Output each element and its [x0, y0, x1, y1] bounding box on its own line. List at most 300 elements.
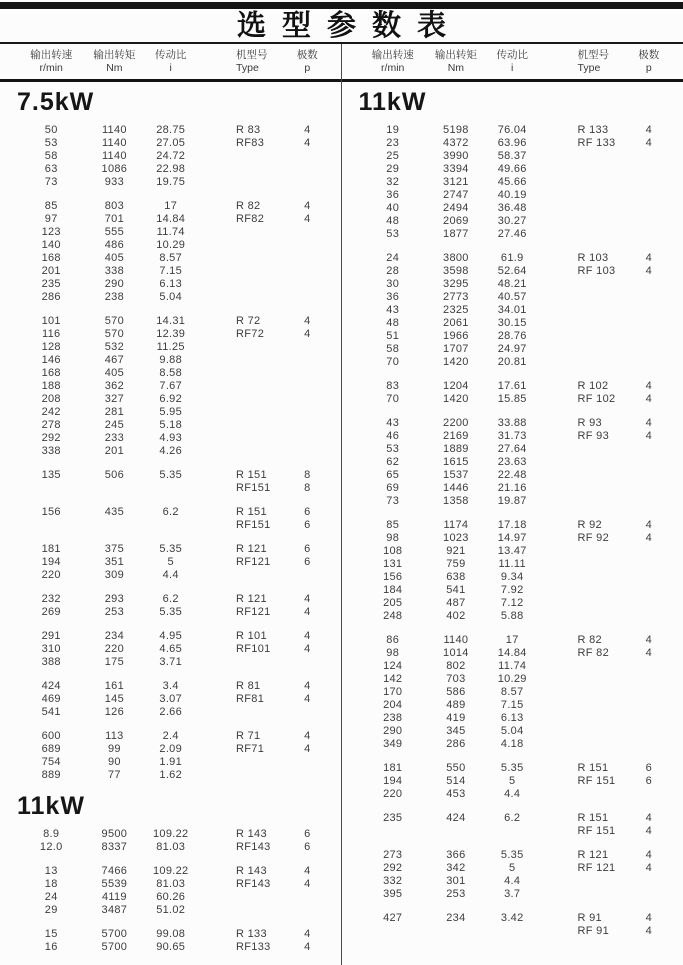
cell-poles: [628, 317, 669, 330]
cell-ratio: 3.7: [485, 888, 540, 901]
cell-poles: 4: [628, 812, 669, 825]
cell-speed: 168: [17, 252, 85, 265]
table-row: [0, 213, 342, 226]
cell-poles: 4: [628, 862, 669, 875]
cell-poles: [628, 788, 669, 801]
table-row: [342, 862, 683, 875]
cell-ratio: 4.65: [143, 643, 198, 656]
cell-speed: 98: [359, 647, 427, 660]
cell-ratio: 8.57: [143, 252, 198, 265]
cell-torque: 5198: [427, 124, 485, 137]
cell-speed: 248: [359, 610, 427, 623]
cell-torque: 345: [427, 725, 485, 738]
cell-speed: 123: [17, 226, 85, 239]
table-row: [342, 469, 683, 482]
cell-type: [540, 278, 629, 291]
cell-type: R 143: [198, 865, 287, 878]
cell-ratio: 10.29: [485, 673, 540, 686]
cell-torque: 220: [85, 643, 143, 656]
cell-ratio: 6.13: [485, 712, 540, 725]
cell-ratio: 13.47: [485, 545, 540, 558]
cell-poles: [628, 888, 669, 901]
table-row: [342, 343, 683, 356]
cell-type: [198, 406, 287, 419]
column-headers-left: [0, 49, 342, 75]
header-poles-label: 极数: [628, 49, 669, 62]
cell-poles: 4: [628, 430, 669, 443]
cell-torque: 4372: [427, 137, 485, 150]
table-row: [0, 680, 342, 693]
table-row: [342, 673, 683, 686]
cell-speed: 98: [359, 532, 427, 545]
cell-ratio: 61.9: [485, 252, 540, 265]
cell-type: [540, 571, 629, 584]
cell-poles: 4: [628, 519, 669, 532]
cell-speed: 338: [17, 445, 85, 458]
cell-type: R 91: [540, 912, 629, 925]
cell-ratio: 8.57: [485, 686, 540, 699]
cell-torque: 1014: [427, 647, 485, 660]
cell-type: [540, 558, 629, 571]
cell-poles: 4: [287, 315, 328, 328]
header-speed-unit: r/min: [17, 62, 85, 75]
table-row: [0, 137, 342, 150]
cell-ratio: 60.26: [143, 891, 198, 904]
cell-torque: 2061: [427, 317, 485, 330]
cell-speed: 469: [17, 693, 85, 706]
cell-speed: 286: [17, 291, 85, 304]
right-column: [342, 82, 683, 965]
cell-torque: 5700: [85, 928, 143, 941]
cell-type: [540, 176, 629, 189]
cell-ratio: 20.81: [485, 356, 540, 369]
cell-speed: 235: [17, 278, 85, 291]
cell-speed: 46: [359, 430, 427, 443]
table-row: [342, 393, 683, 406]
table-row: [342, 124, 683, 137]
cell-speed: 23: [359, 137, 427, 150]
cell-poles: [287, 569, 328, 582]
table-row: [0, 380, 342, 393]
cell-ratio: 58.37: [485, 150, 540, 163]
cell-torque: 759: [427, 558, 485, 571]
cell-ratio: 6.13: [143, 278, 198, 291]
cell-torque: 253: [85, 606, 143, 619]
cell-type: R 133: [540, 124, 629, 137]
cell-poles: 6: [287, 841, 328, 854]
cell-type: RF 93: [540, 430, 629, 443]
cell-speed: 48: [359, 317, 427, 330]
cell-type: R 82: [198, 200, 287, 213]
cell-torque: 2069: [427, 215, 485, 228]
cell-ratio: 12.39: [143, 328, 198, 341]
table-row: [342, 912, 683, 925]
table-row: [342, 875, 683, 888]
cell-type: [198, 419, 287, 432]
cell-poles: [628, 189, 669, 202]
row-group: [0, 865, 342, 917]
cell-type: [198, 226, 287, 239]
cell-ratio: [143, 519, 198, 532]
cell-type: [540, 482, 629, 495]
cell-ratio: 7.67: [143, 380, 198, 393]
cell-speed: 184: [359, 584, 427, 597]
row-group: [342, 812, 683, 838]
cell-speed: 58: [17, 150, 85, 163]
cell-speed: 310: [17, 643, 85, 656]
cell-poles: [628, 699, 669, 712]
cell-type: [198, 354, 287, 367]
cell-type: R 71: [198, 730, 287, 743]
table-row: [342, 762, 683, 775]
table-row: [0, 406, 342, 419]
cell-ratio: 15.85: [485, 393, 540, 406]
cell-poles: [628, 443, 669, 456]
cell-ratio: 40.57: [485, 291, 540, 304]
cell-poles: [287, 354, 328, 367]
cell-torque: 293: [85, 593, 143, 606]
cell-type: R 151: [198, 469, 287, 482]
cell-type: R 101: [198, 630, 287, 643]
cell-torque: 3121: [427, 176, 485, 189]
cell-speed: 156: [359, 571, 427, 584]
cell-ratio: 81.03: [143, 841, 198, 854]
cell-speed: 291: [17, 630, 85, 643]
cell-type: [540, 150, 629, 163]
cell-ratio: 27.46: [485, 228, 540, 241]
table-row: [342, 584, 683, 597]
cell-poles: [628, 495, 669, 508]
table-row: [0, 756, 342, 769]
cell-poles: [628, 469, 669, 482]
parameter-table: [0, 44, 683, 965]
cell-torque: 3295: [427, 278, 485, 291]
table-row: [0, 482, 342, 495]
cell-poles: [628, 482, 669, 495]
table-row: [342, 176, 683, 189]
cell-ratio: 27.05: [143, 137, 198, 150]
cell-speed: 116: [17, 328, 85, 341]
cell-ratio: 5: [485, 862, 540, 875]
page-title: 选型参数表: [0, 9, 683, 42]
cell-ratio: 4.4: [485, 875, 540, 888]
table-row: [342, 380, 683, 393]
cell-speed: 156: [17, 506, 85, 519]
table-row: [342, 456, 683, 469]
cell-torque: 405: [85, 252, 143, 265]
cell-poles: [287, 769, 328, 782]
cell-torque: 238: [85, 291, 143, 304]
cell-poles: 4: [287, 643, 328, 656]
cell-torque: 703: [427, 673, 485, 686]
cell-type: RF121: [198, 556, 287, 569]
table-row: [342, 189, 683, 202]
cell-poles: [628, 738, 669, 751]
cell-type: [540, 545, 629, 558]
cell-speed: 28: [359, 265, 427, 278]
table-row: [0, 150, 342, 163]
cell-torque: 514: [427, 775, 485, 788]
cell-type: [198, 769, 287, 782]
header-type-label: 机型号: [578, 49, 629, 62]
cell-speed: 18: [17, 878, 85, 891]
row-group: [0, 543, 342, 582]
cell-ratio: [485, 825, 540, 838]
table-row: [342, 699, 683, 712]
cell-torque: 161: [85, 680, 143, 693]
table-row: [342, 660, 683, 673]
center-divider: [341, 44, 342, 965]
row-group: [0, 124, 342, 189]
cell-torque: 532: [85, 341, 143, 354]
header-ratio-unit: i: [143, 62, 198, 75]
cell-speed: 29: [17, 904, 85, 917]
cell-speed: 242: [17, 406, 85, 419]
cell-poles: [628, 725, 669, 738]
row-group: [342, 417, 683, 508]
table-row: [0, 828, 342, 841]
cell-torque: 5700: [85, 941, 143, 954]
row-group: [0, 315, 342, 458]
table-row: [342, 788, 683, 801]
cell-poles: [628, 202, 669, 215]
table-row: [342, 686, 683, 699]
header-speed-unit: r/min: [359, 62, 427, 75]
cell-speed: 24: [359, 252, 427, 265]
cell-speed: 58: [359, 343, 427, 356]
section-title: 7.5kW: [17, 89, 342, 115]
cell-ratio: 2.4: [143, 730, 198, 743]
cell-torque: 541: [427, 584, 485, 597]
cell-type: R 82: [540, 634, 629, 647]
cell-speed: 124: [359, 660, 427, 673]
cell-speed: 108: [359, 545, 427, 558]
cell-ratio: 1.91: [143, 756, 198, 769]
header-torque-label: 输出转矩: [85, 49, 143, 62]
cell-ratio: 9.88: [143, 354, 198, 367]
cell-torque: 7466: [85, 865, 143, 878]
cell-type: [540, 738, 629, 751]
cell-poles: 6: [287, 828, 328, 841]
cell-ratio: 5.35: [485, 849, 540, 862]
cell-ratio: 8.58: [143, 367, 198, 380]
cell-type: [540, 686, 629, 699]
cell-type: [540, 456, 629, 469]
table-row: [0, 469, 342, 482]
cell-speed: 48: [359, 215, 427, 228]
table-row: [342, 495, 683, 508]
header-torque-unit: Nm: [427, 62, 485, 75]
table-row: [0, 556, 342, 569]
cell-type: [198, 904, 287, 917]
cell-poles: [628, 356, 669, 369]
cell-torque: 113: [85, 730, 143, 743]
cell-type: [198, 265, 287, 278]
table-row: [342, 291, 683, 304]
cell-poles: 4: [628, 634, 669, 647]
row-group: [0, 730, 342, 782]
cell-torque: 290: [85, 278, 143, 291]
cell-poles: 4: [287, 213, 328, 226]
cell-ratio: 22.48: [485, 469, 540, 482]
cell-torque: 3800: [427, 252, 485, 265]
cell-poles: [628, 610, 669, 623]
cell-torque: 550: [427, 762, 485, 775]
cell-speed: 13: [17, 865, 85, 878]
table-row: [0, 265, 342, 278]
cell-poles: 4: [287, 200, 328, 213]
cell-ratio: 109.22: [143, 865, 198, 878]
header-ratio-label: 传动比: [143, 49, 198, 62]
row-group: [342, 124, 683, 241]
cell-type: [540, 699, 629, 712]
header-speed: [17, 49, 85, 75]
cell-poles: [628, 558, 669, 571]
cell-poles: [287, 904, 328, 917]
cell-torque: 286: [427, 738, 485, 751]
cell-speed: [359, 825, 427, 838]
cell-torque: 701: [85, 213, 143, 226]
cell-type: [198, 569, 287, 582]
cell-type: [198, 656, 287, 669]
cell-type: RF121: [198, 606, 287, 619]
cell-poles: 6: [287, 543, 328, 556]
cell-poles: [287, 393, 328, 406]
table-row: [0, 865, 342, 878]
cell-poles: 8: [287, 482, 328, 495]
cell-speed: 85: [17, 200, 85, 213]
cell-ratio: 3.42: [485, 912, 540, 925]
table-row: [342, 812, 683, 825]
cell-poles: [287, 406, 328, 419]
header-poles-unit: p: [628, 62, 669, 75]
cell-type: [540, 163, 629, 176]
cell-ratio: 52.64: [485, 265, 540, 278]
cell-poles: 4: [628, 825, 669, 838]
cell-type: R 151: [540, 762, 629, 775]
cell-type: [540, 356, 629, 369]
cell-poles: [628, 673, 669, 686]
cell-speed: 40: [359, 202, 427, 215]
cell-ratio: 40.19: [485, 189, 540, 202]
cell-ratio: 3.07: [143, 693, 198, 706]
table-row: [0, 200, 342, 213]
cell-speed: 181: [17, 543, 85, 556]
cell-ratio: 6.92: [143, 393, 198, 406]
cell-poles: [287, 176, 328, 189]
cell-ratio: 4.93: [143, 432, 198, 445]
cell-ratio: 5: [485, 775, 540, 788]
table-row: [0, 506, 342, 519]
table-row: [0, 328, 342, 341]
cell-speed: 388: [17, 656, 85, 669]
cell-torque: 1889: [427, 443, 485, 456]
cell-type: [540, 788, 629, 801]
cell-poles: [628, 291, 669, 304]
table-row: [342, 825, 683, 838]
cell-torque: 3990: [427, 150, 485, 163]
cell-speed: 101: [17, 315, 85, 328]
cell-type: [198, 176, 287, 189]
cell-type: [198, 891, 287, 904]
cell-torque: 1140: [85, 137, 143, 150]
cell-type: RF81: [198, 693, 287, 706]
cell-type: [198, 150, 287, 163]
cell-poles: [628, 215, 669, 228]
cell-speed: 427: [359, 912, 427, 925]
cell-ratio: 14.84: [143, 213, 198, 226]
cell-torque: 9500: [85, 828, 143, 841]
cell-torque: 234: [427, 912, 485, 925]
cell-poles: [287, 226, 328, 239]
cell-torque: 201: [85, 445, 143, 458]
table-row: [342, 202, 683, 215]
cell-speed: 30: [359, 278, 427, 291]
cell-torque: 435: [85, 506, 143, 519]
cell-type: RF 82: [540, 647, 629, 660]
cell-poles: 4: [287, 878, 328, 891]
cell-poles: 4: [628, 647, 669, 660]
cell-type: RF143: [198, 878, 287, 891]
header-poles: [287, 49, 328, 75]
table-row: [0, 904, 342, 917]
cell-speed: 36: [359, 291, 427, 304]
cell-poles: [628, 686, 669, 699]
table-row: [0, 543, 342, 556]
header-ratio-unit: i: [485, 62, 540, 75]
cell-type: [540, 343, 629, 356]
cell-poles: [287, 291, 328, 304]
cell-speed: 65: [359, 469, 427, 482]
cell-torque: 1140: [85, 150, 143, 163]
cell-torque: 1615: [427, 456, 485, 469]
cell-torque: 281: [85, 406, 143, 419]
cell-poles: 4: [628, 417, 669, 430]
cell-speed: 194: [359, 775, 427, 788]
cell-ratio: 6.2: [143, 593, 198, 606]
cell-poles: 4: [287, 124, 328, 137]
cell-speed: 395: [359, 888, 427, 901]
cell-type: [198, 393, 287, 406]
cell-speed: 146: [17, 354, 85, 367]
cell-ratio: [485, 925, 540, 938]
header-torque: [85, 49, 143, 75]
column-headers-right: [342, 49, 683, 75]
cell-poles: [628, 163, 669, 176]
cell-speed: 232: [17, 593, 85, 606]
cell-speed: 70: [359, 393, 427, 406]
cell-ratio: 6.2: [143, 506, 198, 519]
row-group: [0, 506, 342, 532]
cell-torque: 803: [85, 200, 143, 213]
cell-ratio: 19.75: [143, 176, 198, 189]
table-row: [342, 558, 683, 571]
cell-torque: 555: [85, 226, 143, 239]
cell-speed: 73: [17, 176, 85, 189]
cell-torque: 245: [85, 419, 143, 432]
cell-type: [198, 432, 287, 445]
table-row: [342, 482, 683, 495]
table-row: [0, 519, 342, 532]
cell-torque: [427, 925, 485, 938]
cell-poles: [628, 304, 669, 317]
cell-poles: 4: [287, 630, 328, 643]
table-row: [342, 356, 683, 369]
cell-type: RF72: [198, 328, 287, 341]
cell-torque: 506: [85, 469, 143, 482]
cell-speed: 36: [359, 189, 427, 202]
cell-torque: 638: [427, 571, 485, 584]
